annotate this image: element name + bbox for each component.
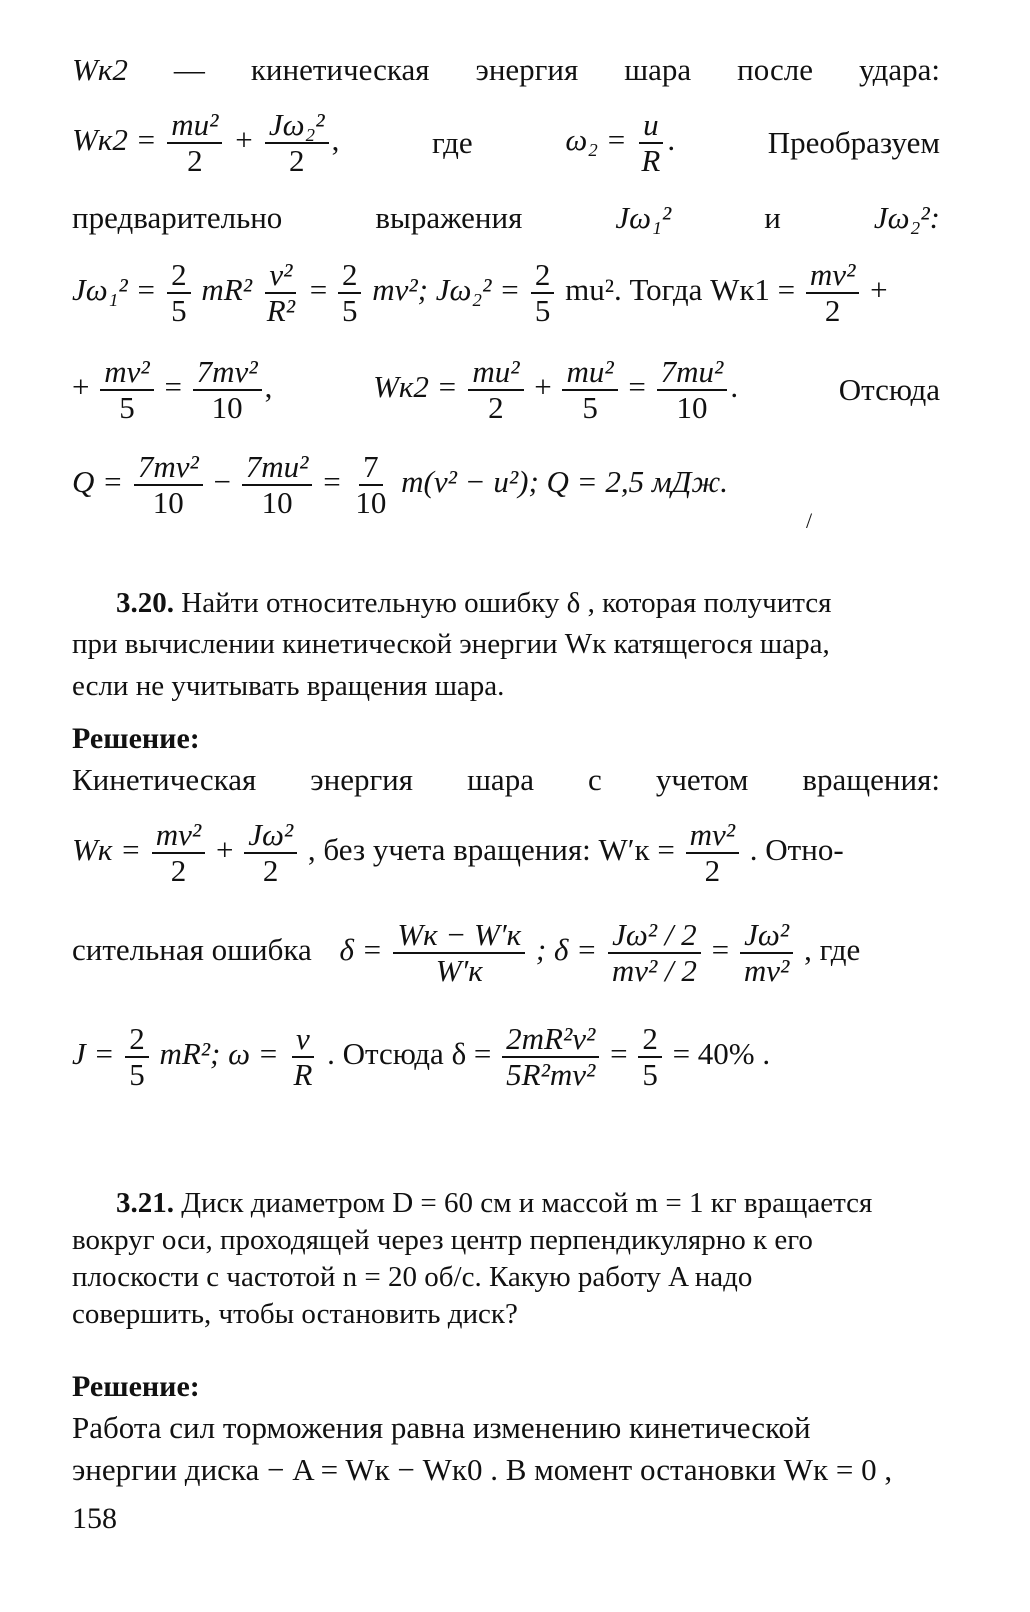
- line-preliminary: [72, 200, 940, 236]
- dash: —: [173, 52, 205, 87]
- lhs: Wк2 =: [72, 122, 157, 158]
- solution-line2: энергии диска − A = Wк − Wк0 . В момент остановки Wк = 0 ,: [72, 1452, 893, 1487]
- w-k2-term: Wк2: [72, 52, 128, 87]
- line-kinetic-after: [72, 52, 940, 88]
- problem-number: 3.20.: [116, 587, 174, 619]
- word: и: [764, 200, 781, 235]
- equation-result-40: J = $\frac{2}{5}$ mR²; ω = $\frac{v}{R}$ . Отсюда δ = $\frac{\text{2mR²v²}}{\text{5R²mv²}}$ = $\frac{2}{5}$ = 40% .: [72, 1021, 771, 1092]
- problem-3-21-line4: совершить, чтобы остановить диск?: [72, 1298, 518, 1330]
- problem-3-21-line2: вокруг оси, проходящей через центр перпендикулярно к его: [72, 1224, 813, 1256]
- solution-line1: Кинетическая энергия шара с учетом вращения:: [72, 762, 940, 797]
- problem-3-20-line1: 3.20. Найти относительную ошибку δ , которая получится: [116, 587, 832, 619]
- word-preobrazuem: Преобразуем: [767, 125, 940, 160]
- solution-heading: Решение:: [72, 722, 200, 755]
- fraction: $\frac{u}{R}$: [637, 108, 664, 178]
- word: шара: [624, 52, 692, 87]
- equation-wk2: Wк2 = $\frac{\text{mu²}}{2}$ + $\frac{\text{Jω₂²}}{2}$ , где ω₂ = $\frac{u}{R}$ . Преобразуем: [72, 107, 940, 178]
- solution-line1: Работа сил торможения равна изменению кинетической: [72, 1410, 811, 1445]
- expr: Jω₂²:: [873, 200, 940, 235]
- word: после: [737, 52, 814, 87]
- word: кинетическая: [250, 52, 430, 87]
- problem-3-20-line3: если не учитывать вращения шара.: [72, 670, 505, 702]
- word: предварительно: [72, 200, 283, 235]
- fraction: $\frac{\text{Jω₂²}}{2}$: [265, 108, 329, 178]
- word-gde: где: [431, 125, 473, 160]
- word: энергия: [475, 52, 579, 87]
- equation-wk-rotation: Wк = $\frac{\text{mv²}}{2}$ + $\frac{\text{Jω²}}{2}$ , без учета вращения: W′к = $\frac{\text{mv²}}{2}$ . Отно-: [72, 817, 844, 888]
- solution-heading: Решение:: [72, 1370, 200, 1403]
- equation-q: Q = $\frac{\text{7mv²}}{10}$ − $\frac{\text{7mu²}}{10}$ = $\frac{7}{10}$ m(v² − u²); Q = 2,5 мДж.: [72, 449, 728, 520]
- page-number: 158: [72, 1502, 117, 1535]
- word: выражения: [375, 200, 523, 235]
- problem-3-21-line3: плоскости с частотой n = 20 об/с. Какую работу A надо: [72, 1261, 753, 1293]
- problem-3-21-line1: 3.21. Диск диаметром D = 60 см и массой m = 1 кг вращается: [116, 1187, 873, 1219]
- equation-delta: сительная ошибка δ = $\frac{Wк - W'к}{W'к}$ ; δ = $\frac{\text{Jω² / 2}}{\text{mv² / 2}}$ = $\frac{\text{Jω²}}{\text{mv²}}$ , где: [72, 917, 861, 988]
- word-otsyuda: Отсюда: [838, 372, 940, 407]
- expr: Jω₁²: [615, 200, 672, 235]
- problem-3-20-line2: при вычислении кинетической энергии Wк катящегося шара,: [72, 628, 830, 660]
- equation-wk1-wk2: + $\frac{\text{mv²}}{5}$ = $\frac{\text{7mv²}}{10}$ , Wк2 = $\frac{\text{mu²}}{2}$ + $\frac{\text{mu²}}{5}$ = $\frac{\text{7mu²}}{10}$ . Отсюда: [72, 354, 940, 425]
- problem-number: 3.21.: [116, 1187, 174, 1219]
- stray-mark: /: [806, 508, 813, 533]
- equation-j-omega: Jω₁² = $\frac{2}{5}$ mR² $\frac{\text{v²}}{\text{R²}}$ = $\frac{2}{5}$ mv²; Jω₂² = $\frac{2}{5}$ mu². Тогда Wк1 = $\frac{\text{mv²}}{2}$ +: [72, 257, 888, 328]
- fraction: $\frac{\text{mu²}}{2}$: [167, 108, 222, 178]
- word: удара:: [859, 52, 940, 87]
